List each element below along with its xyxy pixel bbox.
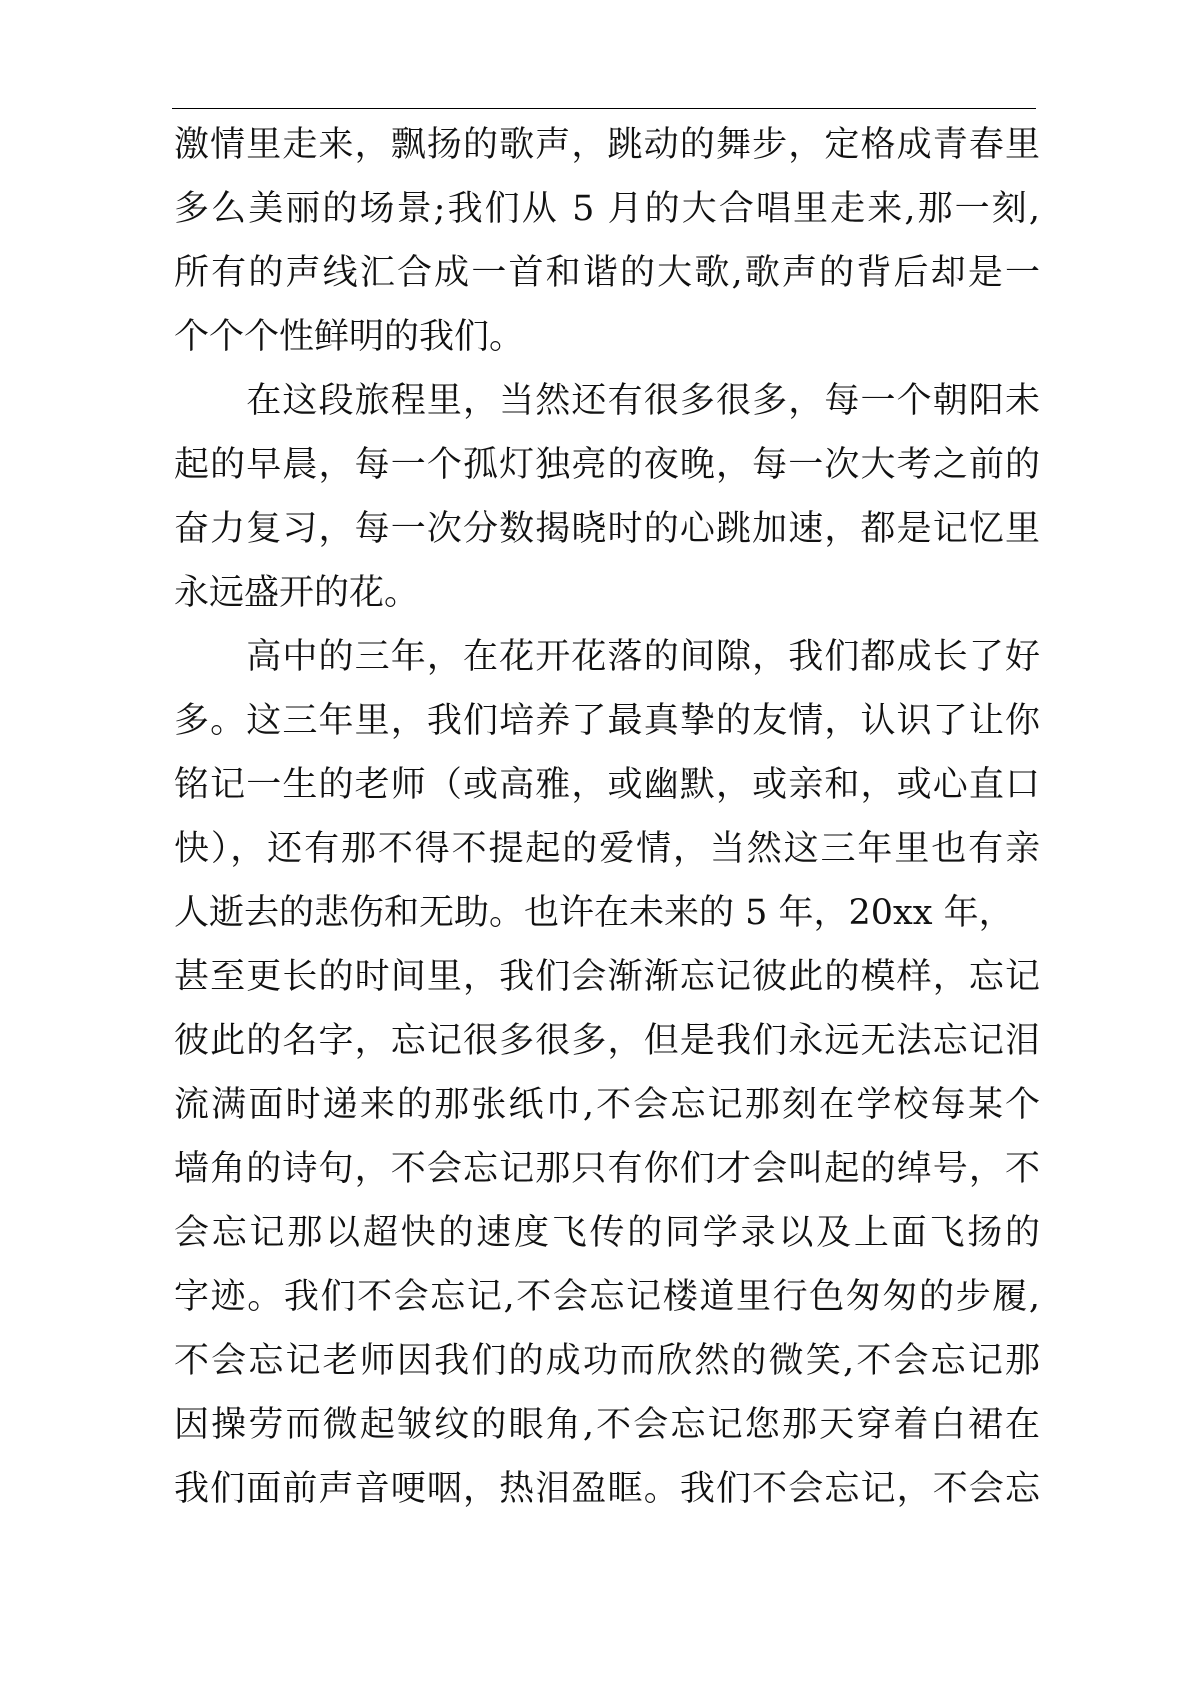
text-line: 墙角的诗句，不会忘记那只有你们才会叫起的绰号，不 (174, 1149, 1040, 1189)
text-line: 奋力复习，每一次分数揭晓时的心跳加速，都是记忆里 (174, 509, 1040, 549)
paragraph (174, 369, 1040, 625)
text-line: 激情里走来，飘扬的歌声，跳动的舞步，定格成青春里 (174, 125, 1040, 165)
text-line: 流满面时递来的那张纸巾,不会忘记那刻在学校每某个 (174, 1085, 1040, 1125)
paragraph (174, 113, 1040, 369)
text-line: 多。这三年里，我们培养了最真挚的友情，认识了让你 (174, 701, 1040, 741)
text-line: 高中的三年，在花开花落的间隙，我们都成长了好 (174, 637, 1040, 677)
text-line: 起的早晨，每一个孤灯独亮的夜晚，每一次大考之前的 (174, 445, 1040, 485)
text-line: 个个个性鲜明的我们。 (174, 317, 525, 357)
text-line: 永远盛开的花。 (174, 573, 420, 613)
text-line: 字迹。我们不会忘记,不会忘记楼道里行色匆匆的步履, (174, 1277, 1040, 1317)
text-line: 铭记一生的老师（或高雅，或幽默，或亲和，或心直口 (174, 765, 1040, 805)
text-line: 不会忘记老师因我们的成功而欣然的微笑,不会忘记那 (174, 1341, 1040, 1381)
text-line: 所有的声线汇合成一首和谐的大歌,歌声的背后却是一 (174, 253, 1040, 293)
paragraph (174, 625, 1040, 1521)
header-rule (172, 108, 1036, 109)
text-line: 会忘记那以超快的速度飞传的同学录以及上面飞扬的 (174, 1213, 1040, 1253)
text-line: 快），还有那不得不提起的爱情，当然这三年里也有亲 (174, 829, 1040, 869)
text-line: 人逝去的悲伤和无助。也许在未来的 5 年，20xx 年， (174, 893, 1014, 933)
text-line: 我们面前声音哽咽，热泪盈眶。我们不会忘记，不会忘 (174, 1469, 1040, 1509)
text-line: 因操劳而微起皱纹的眼角,不会忘记您那天穿着白裙在 (174, 1405, 1040, 1445)
text-line: 甚至更长的时间里，我们会渐渐忘记彼此的模样，忘记 (174, 957, 1040, 997)
text-line: 彼此的名字，忘记很多很多，但是我们永远无法忘记泪 (174, 1021, 1040, 1061)
body-text (174, 113, 1040, 1521)
text-line: 多么美丽的场景;我们从 5 月的大合唱里走来,那一刻, (174, 189, 1040, 229)
text-line: 在这段旅程里，当然还有很多很多，每一个朝阳未 (174, 381, 1040, 421)
